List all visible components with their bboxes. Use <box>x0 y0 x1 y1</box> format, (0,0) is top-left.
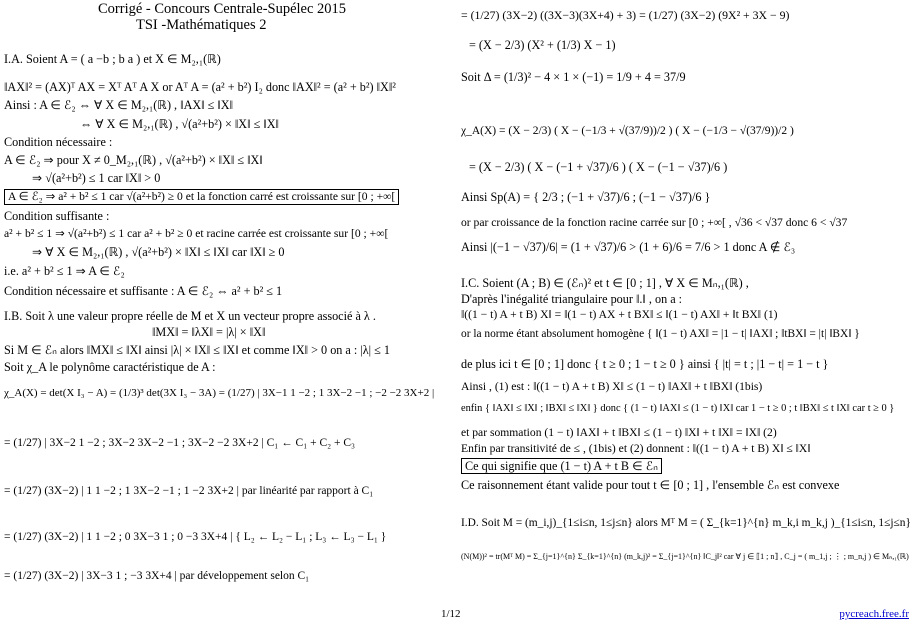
left-column <box>4 0 449 604</box>
text-line: = (1/27) | 3X−2 1 −2 ; 3X−2 3X−2 −1 ; 3X−2 −2 3X+2 | C₁ ← C₁ + C₂ + C₃ <box>4 437 356 449</box>
site-link[interactable]: pycreach.free.fr <box>839 608 909 620</box>
text-line: Condition nécessaire : <box>4 135 113 149</box>
text-line: ‖AX‖² = (AX)ᵀ AX = Xᵀ Aᵀ A X or Aᵀ A = (a² + b²) I₂ donc ‖AX‖² = (a² + b²) ‖X‖² <box>4 80 396 94</box>
text-line: de plus ici t ∈ [0 ; 1] donc { t ≥ 0 ; 1 − t ≥ 0 } ainsi { |t| = t ; |1 − t| = 1 − t } <box>461 357 829 371</box>
text-line: A ∈ ℰ₂ ⇒ pour X ≠ 0_M₂,₁(ℝ) , √(a²+b²) × ‖X‖ ≤ ‖X‖ <box>4 153 263 167</box>
text-line: Ainsi , (1) est : ‖((1 − t) A + t B) X‖ ≤ (1 − t) ‖AX‖ + t ‖BX‖ (1bis) <box>461 380 763 393</box>
text-line: χ_A(X) = (X − 2/3) ( X − (−1/3 + √(37/9))/2 ) ( X − (−1/3 − √(37/9))/2 ) <box>461 125 794 137</box>
document-subtitle: TSI -Mathématiques 2 <box>136 17 267 33</box>
document-title: Corrigé - Concours Centrale-Supélec 2015 <box>98 1 347 17</box>
boxed-result: A ∈ ℰ₂ ⇒ a² + b² ≤ 1 car √(a²+b²) ≥ 0 et la fonction carré est croissante sur [0 ; +∞[ <box>4 189 399 205</box>
text-line: ‖((1 − t) A + t B) X‖ = ‖(1 − t) AX + t BX‖ ≤ ‖(1 − t) AX‖ + ‖t BX‖ (1) <box>461 308 778 321</box>
text-line: ⇒ √(a²+b²) ≤ 1 car ‖X‖ > 0 <box>32 171 161 185</box>
text-line: Ainsi Sp(A) = { 2/3 ; (−1 + √37)/6 ; (−1 − √37)/6 } <box>461 190 711 204</box>
text-line: I.C. Soient (A ; B) ∈ (ℰₙ)² et t ∈ [0 ; 1] , ∀ X ∈ Mₙ,₁(ℝ) , <box>461 276 749 290</box>
text-line: Ainsi : A ∈ ℰ₂ ⇔ ∀ X ∈ M₂,₁(ℝ) , ‖AX‖ ≤ ‖X‖ <box>4 98 234 112</box>
text-line: = (1/27) (3X−2) | 1 1 −2 ; 0 3X−3 1 ; 0 −3 3X+4 | { L₂ ← L₂ − L₁ ; L₃ ← L₃ − L₁ } <box>4 531 387 543</box>
text-line: i.e. a² + b² ≤ 1 ⇒ A ∈ ℰ₂ <box>4 264 125 278</box>
text-line: ⇒ ∀ X ∈ M₂,₁(ℝ) , √(a²+b²) × ‖X‖ ≤ ‖X‖ car ‖X‖ ≥ 0 <box>32 245 285 259</box>
text-line: Soit χ_A le polynôme caractéristique de A : <box>4 360 216 374</box>
text-line: enfin { ‖AX‖ ≤ ‖X‖ ; ‖BX‖ ≤ ‖X‖ } donc { (1 − t) ‖AX‖ ≤ (1 − t) ‖X‖ car 1 − t ≥ 0 ; t ‖BX‖ ≤ t ‖X‖ car t ≥ 0 } <box>461 403 895 414</box>
text-line: Ce raisonnement étant valide pour tout t ∈ [0 ; 1] , l'ensemble ℰₙ est convexe <box>461 478 840 492</box>
text-line: I.A. Soient A = ( a −b ; b a ) et X ∈ M₂,₁(ℝ) <box>4 52 221 66</box>
page-number: 1/12 <box>441 608 461 620</box>
text-line: = (1/27) (3X−2) | 3X−3 1 ; −3 3X+4 | par développement selon C₁ <box>4 570 310 582</box>
text-line <box>4 189 399 205</box>
text-line: ‖MX‖ = ‖λX‖ = |λ| × ‖X‖ <box>152 325 266 339</box>
page-footer <box>0 606 914 620</box>
text-line: χ_A(X) = det(X I₃ − A) = (1/3)³ det(3X I₃ − 3A) = (1/27) | 3X−1 1 −2 ; 1 3X−2 −1 ; −2 −2 3X+2 | <box>4 387 435 399</box>
text-line: Enfin par transitivité de ≤ , (1bis) et (2) donnent : ‖((1 − t) A + t B) X‖ ≤ ‖X‖ <box>461 442 811 455</box>
text-line: et par sommation (1 − t) ‖AX‖ + t ‖BX‖ ≤ (1 − t) ‖X‖ + t ‖X‖ = ‖X‖ (2) <box>461 426 777 439</box>
text-line <box>461 458 662 474</box>
text-line: Soit Δ = (1/3)² − 4 × 1 × (−1) = 1/9 + 4 = 37/9 <box>461 70 686 84</box>
text-line: = (X − 2/3) ( X − (−1 + √37)/6 ) ( X − (−1 − √37)/6 ) <box>469 160 728 174</box>
right-column <box>461 0 911 604</box>
text-line: Si M ∈ ℰₙ alors ‖MX‖ ≤ ‖X‖ ainsi |λ| × ‖X‖ ≤ ‖X‖ et comme ‖X‖ > 0 on a : |λ| ≤ 1 <box>4 343 390 357</box>
text-line: = (1/27) (3X−2) ((3X−3)(3X+4) + 3) = (1/27) (3X−2) (9X² + 3X − 9) <box>461 8 790 22</box>
text-line: ⇔ ∀ X ∈ M₂,₁(ℝ) , √(a²+b²) × ‖X‖ ≤ ‖X‖ <box>80 117 279 131</box>
text-line: a² + b² ≤ 1 ⇒ √(a²+b²) ≤ 1 car a² + b² ≥ 0 et racine carrée est croissante sur [0 ; +∞[ <box>4 227 389 240</box>
text-line: I.B. Soit λ une valeur propre réelle de M et X un vecteur propre associé à λ . <box>4 309 376 323</box>
text-line: = (X − 2/3) (X² + (1/3) X − 1) <box>469 38 616 52</box>
text-line: = (1/27) (3X−2) | 1 1 −2 ; 1 3X−2 −1 ; 1 −2 3X+2 | par linéarité par rapport à C₁ <box>4 485 374 497</box>
boxed-result: Ce qui signifie que (1 − t) A + t B ∈ ℰₙ <box>461 458 662 474</box>
text-line: Condition nécessaire et suffisante : A ∈ ℰ₂ ⇔ a² + b² ≤ 1 <box>4 284 283 298</box>
text-line: D'après l'inégalité triangulaire pour ‖.‖ , on a : <box>461 292 683 306</box>
text-line: or par croissance de la fonction racine carrée sur [0 ; +∞[ , √36 < √37 donc 6 < √37 <box>461 216 848 229</box>
text-line: (N(M))² = tr(Mᵀ M) = Σ_{j=1}^{n} Σ_{k=1}^{n} (m_k,j)² = Σ_{j=1}^{n} ‖C_j‖² car ∀ j ∈ ⟦1 ; n⟧ , C_j = ( m_1,j ; ⋮ ; m_n,j ) ∈ Mₙ,₁(ℝ) <box>461 552 909 561</box>
text-line: Ainsi |(−1 − √37)/6| = (1 + √37)/6 > (1 + 6)/6 = 7/6 > 1 donc A ∉ ℰ₃ <box>461 240 796 254</box>
text-line: I.D. Soit M = (m_i,j)_{1≤i≤n, 1≤j≤n} alors Mᵀ M = ( Σ_{k=1}^{n} m_k,i m_k,j )_{1≤i≤n, 1≤j≤n} <box>461 517 911 529</box>
text-line: or la norme étant absolument homogène { ‖(1 − t) AX‖ = |1 − t| ‖AX‖ ; ‖tBX‖ = |t| ‖BX‖ } <box>461 328 860 340</box>
text-line: Condition suffisante : <box>4 209 110 223</box>
